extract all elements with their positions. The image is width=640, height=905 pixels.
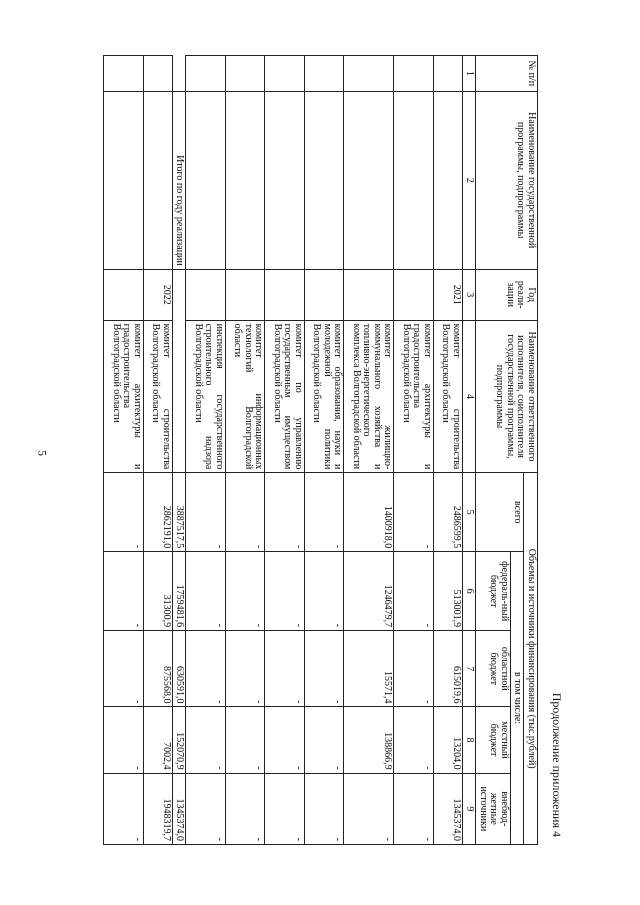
header-funding-group: Объемы и источники финансирования (тыс.рублей)	[524, 473, 538, 845]
table-row	[186, 56, 226, 845]
cell-no	[344, 56, 394, 92]
cell-executor: комитет жилищно-коммунального хозяйства и топливно-энергетического комплекса Волгоградской области	[344, 320, 394, 473]
cell-local: 138866,9	[344, 707, 394, 773]
cell-no	[144, 56, 173, 92]
header-no: № п/п	[476, 56, 538, 92]
colnum: 8	[463, 707, 477, 773]
cell-program	[344, 91, 394, 269]
cell-extra: 1948319,7	[144, 773, 173, 844]
colnum: 7	[463, 631, 477, 707]
header-year: Год реали-зации	[476, 269, 538, 320]
rows-2021	[186, 56, 463, 845]
cell-total: -	[394, 473, 434, 552]
subtotal-total: 3887517,5	[173, 473, 187, 552]
cell-total: -	[265, 473, 305, 552]
cell-local: -	[226, 707, 266, 773]
cell-total: -	[226, 473, 266, 552]
cell-federal: -	[226, 552, 266, 631]
cell-federal: -	[394, 552, 434, 631]
cell-regional: -	[305, 631, 345, 707]
cell-federal: 31300,9	[144, 552, 173, 631]
cell-no	[305, 56, 345, 92]
cell-total: -	[186, 473, 226, 552]
table-row	[144, 56, 173, 845]
continuation-title: Продолжение приложения 4	[550, 692, 564, 837]
cell-federal: -	[186, 552, 226, 631]
cell-extra: -	[104, 773, 144, 844]
header-incl: в том числе:	[511, 552, 525, 845]
rows-2022	[104, 56, 173, 845]
header-total: всего	[476, 473, 524, 552]
cell-local: -	[265, 707, 305, 773]
cell-federal: 513001,9	[434, 552, 463, 631]
cell-year	[226, 269, 266, 320]
cell-no	[186, 56, 226, 92]
cell-year: 2021	[434, 269, 463, 320]
colnum: 5	[463, 473, 477, 552]
cell-regional: 615019,6	[434, 631, 463, 707]
rotated-page	[58, 55, 564, 845]
cell-local: -	[305, 707, 345, 773]
cell-program	[305, 91, 345, 269]
cell-executor: комитет строительства Волгоградской области	[434, 320, 463, 473]
header-federal: федераль-ный бюджет	[476, 552, 511, 631]
cell-program	[394, 91, 434, 269]
cell-year	[265, 269, 305, 320]
cell-local: 7002,4	[144, 707, 173, 773]
table-row	[226, 56, 266, 845]
subtotal-regional: 630591,0	[173, 631, 187, 707]
table-area	[58, 55, 564, 845]
table-row	[434, 56, 463, 845]
cell-total: -	[104, 473, 144, 552]
colnum: 4	[463, 320, 477, 473]
cell-local: -	[186, 707, 226, 773]
cell-program	[265, 91, 305, 269]
colnum: 3	[463, 269, 477, 320]
funding-table	[104, 55, 539, 845]
cell-federal: -	[305, 552, 345, 631]
cell-local: -	[394, 707, 434, 773]
table-row	[344, 56, 394, 845]
subtotal-local: 152070,9	[173, 707, 187, 773]
colnum: 9	[463, 773, 477, 844]
table-row	[265, 56, 305, 845]
cell-no	[226, 56, 266, 92]
subtotal-row	[173, 56, 187, 845]
table-row	[305, 56, 345, 845]
cell-regional: -	[226, 631, 266, 707]
header-program-name: Наименование государственной программы, подпрограммы	[476, 91, 538, 269]
cell-year	[104, 269, 144, 320]
cell-program	[226, 91, 266, 269]
colnum: 6	[463, 552, 477, 631]
cell-federal: 1246479,7	[344, 552, 394, 631]
cell-extra: -	[344, 773, 394, 844]
cell-total: 1400918,0	[344, 473, 394, 552]
cell-program	[144, 91, 173, 269]
cell-regional: -	[394, 631, 434, 707]
subtotal-label: Итого по году реализации	[173, 91, 187, 269]
colnum: 2	[463, 91, 477, 269]
cell-no	[434, 56, 463, 92]
cell-year: 2022	[144, 269, 173, 320]
cell-program	[434, 91, 463, 269]
cell-federal: -	[104, 552, 144, 631]
header-extrabudget: внебюд-жетные источники	[476, 773, 511, 844]
subtotal-extra: 1345374,0	[173, 773, 187, 844]
cell-no	[265, 56, 305, 92]
cell-total: 2862191,0	[144, 473, 173, 552]
cell-executor: комитет архитектуры и градостроительства Волгоградской области	[104, 320, 144, 473]
cell-total: 2486599,5	[434, 473, 463, 552]
cell-executor: комитет по управлению государственным имуществом Волгоградской области	[265, 320, 305, 473]
cell-regional: 875568,0	[144, 631, 173, 707]
cell-local: -	[104, 707, 144, 773]
cell-extra: -	[394, 773, 434, 844]
cell-program	[104, 91, 144, 269]
header-regional: областной бюджет	[476, 631, 511, 707]
header-executor: Наименование ответственного исполнителя, соисполнителя государственной программы, подпрограммы	[476, 320, 538, 473]
column-numbers-row	[463, 56, 477, 845]
cell-extra: -	[186, 773, 226, 844]
cell-executor: комитет информационных технологий Волгоградской области	[226, 320, 266, 473]
subtotal-federal: 1759481,6	[173, 552, 187, 631]
cell-regional: -	[265, 631, 305, 707]
cell-year	[344, 269, 394, 320]
cell-total: -	[305, 473, 345, 552]
header-local: местный бюджет	[476, 707, 511, 773]
cell-extra: 1345374,0	[434, 773, 463, 844]
table-row	[104, 56, 144, 845]
cell-federal: -	[265, 552, 305, 631]
cell-no	[104, 56, 144, 92]
table-row	[394, 56, 434, 845]
cell-program	[186, 91, 226, 269]
cell-extra: -	[265, 773, 305, 844]
cell-executor: комитет архитектуры и градостроительства Волгоградской области	[394, 320, 434, 473]
cell-executor: комитет образования, науки и молодежной политики Волгоградской области	[305, 320, 345, 473]
colnum: 1	[463, 56, 477, 92]
cell-regional: -	[104, 631, 144, 707]
cell-no	[394, 56, 434, 92]
page-number: 5	[35, 450, 50, 456]
cell-extra: -	[226, 773, 266, 844]
cell-local: 13204,0	[434, 707, 463, 773]
cell-year	[305, 269, 345, 320]
cell-regional: 15571,4	[344, 631, 394, 707]
cell-executor: комитет строительства Волгоградской области	[144, 320, 173, 473]
cell-year	[186, 269, 226, 320]
cell-year	[394, 269, 434, 320]
cell-executor: инспекция государственного строительного надзора Волгоградской области	[186, 320, 226, 473]
cell-regional: -	[186, 631, 226, 707]
cell-extra: -	[305, 773, 345, 844]
